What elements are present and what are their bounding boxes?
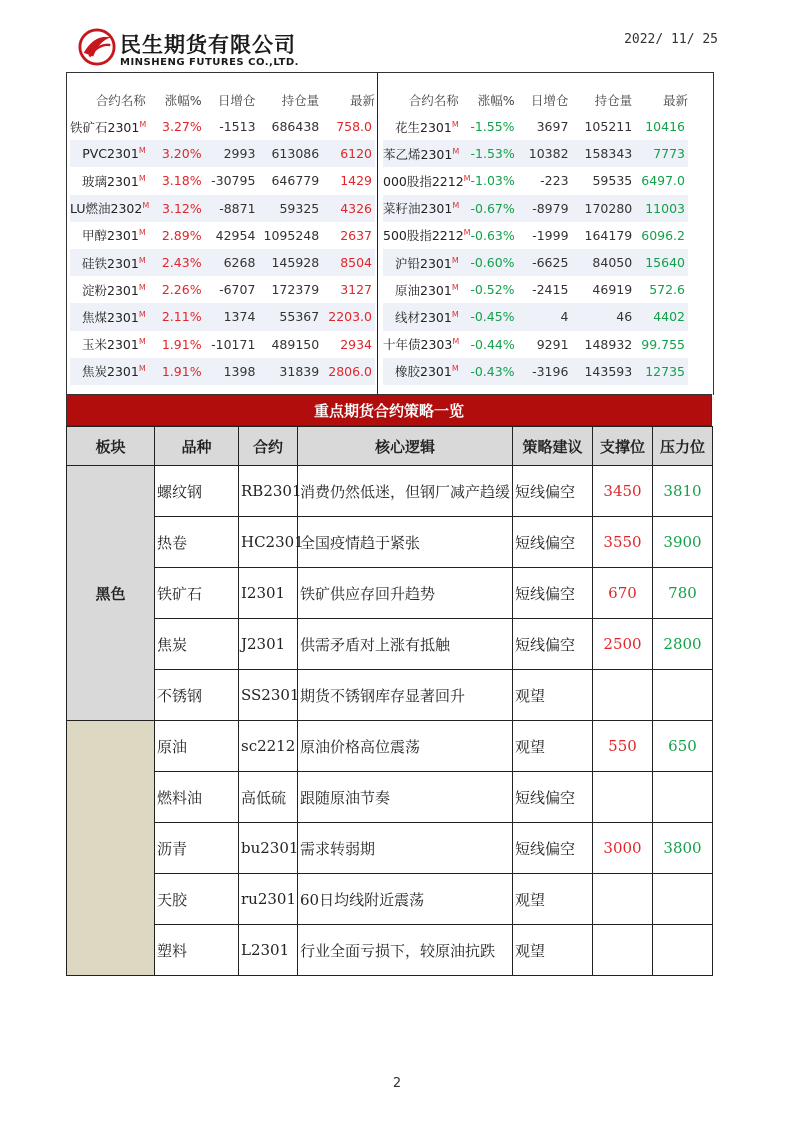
- contract-cell: RB2301: [239, 466, 298, 517]
- contract-name-text: 焦煤2301: [82, 309, 139, 325]
- daily-oi-change: 4: [560, 309, 569, 325]
- change-pct: -1.55%: [470, 119, 515, 135]
- contract-name-text: 500股指2212: [383, 228, 464, 244]
- contract-name-text: 橡胶2301: [395, 364, 452, 380]
- daily-oi-change: -2415: [532, 282, 569, 298]
- contract-name: [383, 335, 463, 353]
- product-cell: 塑料: [155, 925, 239, 976]
- contract-name-text: LU燃油2302: [70, 201, 143, 217]
- last-price-value: 6497.0: [641, 173, 685, 189]
- main-contract-tag: M: [451, 255, 459, 265]
- last-price-value: 2637: [340, 227, 372, 243]
- daily-oi-change: -8871: [219, 200, 256, 216]
- product-cell: 天胶: [155, 874, 239, 925]
- change-pct: 1.91%: [161, 363, 202, 379]
- col-last-price: 最新: [349, 93, 375, 108]
- company-name-en: MINSHENG FUTURES CO.,LTD.: [120, 57, 299, 68]
- contract-cell: HC2301: [239, 517, 298, 568]
- last-price: [319, 364, 375, 379]
- advice-cell: 观望: [513, 925, 593, 976]
- contract-name: [383, 308, 463, 326]
- advice-cell: 观望: [513, 874, 593, 925]
- contract-cell: bu2301: [239, 823, 298, 874]
- sector-cell: [67, 721, 155, 976]
- contract-name-text: 甲醇2301: [82, 228, 139, 244]
- support-cell: 670: [593, 568, 653, 619]
- strategy-row: [67, 619, 713, 670]
- last-price-value: 12735: [645, 363, 685, 379]
- daily-oi-change: -10171: [211, 336, 256, 352]
- daily-oi-change: 6268: [223, 255, 256, 271]
- daily-oi-change: -30795: [211, 173, 256, 189]
- change-pct: 2.89%: [161, 227, 202, 243]
- header-logic: 核心逻辑: [298, 427, 513, 466]
- last-price: [319, 201, 375, 216]
- contract-name-text: 原油2301: [395, 282, 452, 298]
- logic-cell: 需求转弱期: [298, 823, 513, 874]
- daily-oi-change: -1999: [532, 227, 569, 243]
- contract-name: [70, 308, 150, 326]
- resistance-cell: [653, 925, 713, 976]
- quote-row: [383, 249, 688, 276]
- change-pct: -0.67%: [470, 200, 515, 216]
- quote-header-row: [383, 87, 688, 113]
- change-pct: -0.44%: [470, 336, 515, 352]
- main-contract-tag: M: [138, 255, 146, 265]
- open-interest: 686438: [271, 119, 320, 135]
- last-price-value: 2203.0: [328, 309, 372, 325]
- open-interest: 105211: [584, 119, 633, 135]
- change-pct: 3.18%: [161, 173, 202, 189]
- open-interest: 148932: [584, 336, 633, 352]
- minsheng-logo-icon: [78, 28, 116, 66]
- change-pct: -0.63%: [470, 227, 515, 243]
- last-price-value: 4326: [340, 200, 372, 216]
- gainers-table: [70, 87, 375, 385]
- quote-row: [70, 303, 375, 330]
- resistance-cell: 3800: [653, 823, 713, 874]
- strategy-row: [67, 670, 713, 721]
- change-pct: -1.53%: [470, 146, 515, 162]
- product-cell: 焦炭: [155, 619, 239, 670]
- quote-row: [70, 331, 375, 358]
- header-resistance: 压力位: [653, 427, 713, 466]
- main-contract-tag: M: [451, 309, 459, 319]
- daily-oi-change: -1513: [219, 119, 256, 135]
- open-interest: 59325: [279, 200, 320, 216]
- contract-cell: J2301: [239, 619, 298, 670]
- change-pct: 2.11%: [161, 309, 202, 325]
- contract-name-text: 十年债2303: [383, 337, 453, 353]
- main-contract-tag: M: [138, 309, 146, 319]
- main-contract-tag: M: [138, 364, 146, 374]
- last-price-value: 4402: [653, 309, 685, 325]
- contract-name: [70, 254, 150, 272]
- col-change-pct: 涨幅%: [477, 93, 515, 108]
- daily-oi-change: -8979: [532, 200, 569, 216]
- resistance-cell: [653, 772, 713, 823]
- change-pct: -0.60%: [470, 255, 515, 271]
- resistance-cell: 780: [653, 568, 713, 619]
- contract-name-text: 玉米2301: [82, 337, 139, 353]
- change-pct: 3.20%: [161, 146, 202, 162]
- last-price: [632, 255, 688, 270]
- daily-oi-change: 10382: [528, 146, 569, 162]
- strategy-row: [67, 568, 713, 619]
- contract-name: [70, 199, 150, 217]
- sector-cell: 黑色: [67, 466, 155, 721]
- daily-oi-change: -6625: [532, 255, 569, 271]
- main-contract-tag: M: [451, 364, 459, 374]
- change-pct: -0.52%: [470, 282, 515, 298]
- logic-cell: 供需矛盾对上涨有抵触: [298, 619, 513, 670]
- contract-name: [383, 362, 463, 380]
- last-price-value: 6120: [340, 146, 372, 162]
- contract-name: [383, 254, 463, 272]
- quote-row: [70, 167, 375, 194]
- contract-name-text: 玻璃2301: [82, 173, 139, 189]
- support-cell: 3550: [593, 517, 653, 568]
- resistance-cell: [653, 670, 713, 721]
- open-interest: 613086: [271, 146, 320, 162]
- col-daily-oi-change: 日增仓: [217, 93, 256, 108]
- last-price-value: 15640: [645, 255, 685, 271]
- company-name-cn: 民生期货有限公司: [120, 33, 296, 57]
- open-interest: 84050: [592, 255, 633, 271]
- contract-name: [70, 226, 150, 244]
- col-daily-oi-change: 日增仓: [530, 93, 569, 108]
- quotes-panel: [66, 72, 714, 395]
- losers-table: [383, 87, 688, 385]
- last-price: [632, 146, 688, 161]
- change-pct: 2.26%: [161, 282, 202, 298]
- support-cell: 3450: [593, 466, 653, 517]
- daily-oi-change: -3196: [532, 363, 569, 379]
- header-advice: 策略建议: [513, 427, 593, 466]
- support-cell: [593, 925, 653, 976]
- last-price: [319, 173, 375, 188]
- panel-divider: [377, 73, 378, 395]
- quote-row: [383, 331, 688, 358]
- quote-row: [70, 140, 375, 167]
- contract-name: [70, 172, 150, 190]
- daily-oi-change: -6707: [219, 282, 256, 298]
- open-interest: 55367: [279, 309, 320, 325]
- main-contract-tag: M: [451, 119, 459, 129]
- quote-row: [383, 303, 688, 330]
- resistance-cell: 3900: [653, 517, 713, 568]
- strategy-row: [67, 466, 713, 517]
- last-price: [632, 364, 688, 379]
- last-price: [319, 337, 375, 352]
- logic-cell: 消费仍然低迷，但钢厂减产趋缓: [298, 466, 513, 517]
- quote-row: [383, 113, 688, 140]
- contract-name-text: 花生2301: [395, 119, 452, 135]
- contract-cell: SS2301: [239, 670, 298, 721]
- last-price: [632, 173, 688, 188]
- open-interest: 646779: [271, 173, 320, 189]
- quote-row: [70, 113, 375, 140]
- product-cell: 铁矿石: [155, 568, 239, 619]
- advice-cell: 短线偏空: [513, 517, 593, 568]
- logic-cell: 全国疫情趋于紧张: [298, 517, 513, 568]
- last-price-value: 1429: [340, 173, 372, 189]
- advice-cell: 观望: [513, 721, 593, 772]
- col-open-interest: 持仓量: [594, 93, 633, 108]
- page-number: 2: [392, 1076, 402, 1091]
- last-price: [319, 309, 375, 324]
- quote-header-row: [70, 87, 375, 113]
- resistance-cell: 650: [653, 721, 713, 772]
- open-interest: 46919: [592, 282, 633, 298]
- product-cell: 热卷: [155, 517, 239, 568]
- contract-cell: 高低硫: [239, 772, 298, 823]
- last-price: [319, 255, 375, 270]
- contract-name-text: 000股指2212: [383, 173, 464, 189]
- report-date: 2022/ 11/ 25: [624, 32, 718, 47]
- last-price: [632, 337, 688, 352]
- contract-name: [70, 362, 150, 380]
- contract-name-text: 沪铅2301: [395, 255, 452, 271]
- main-contract-tag: M: [139, 119, 147, 129]
- logic-cell: 跟随原油节奏: [298, 772, 513, 823]
- contract-name: [70, 335, 150, 353]
- main-contract-tag: M: [463, 173, 471, 183]
- col-contract-name: 合约名称: [95, 93, 146, 108]
- last-price: [632, 228, 688, 243]
- quote-row: [383, 222, 688, 249]
- product-cell: 沥青: [155, 823, 239, 874]
- header-contract: 合约: [239, 427, 298, 466]
- advice-cell: 短线偏空: [513, 772, 593, 823]
- last-price: [319, 119, 375, 134]
- quote-row: [383, 140, 688, 167]
- last-price: [319, 282, 375, 297]
- last-price-value: 6096.2: [641, 227, 685, 243]
- header-sector: 板块: [67, 427, 155, 466]
- contract-name: [383, 281, 463, 299]
- contract-name: [383, 118, 463, 136]
- advice-cell: 短线偏空: [513, 619, 593, 670]
- quote-row: [383, 276, 688, 303]
- daily-oi-change: 2993: [223, 146, 256, 162]
- main-contract-tag: M: [452, 201, 460, 210]
- open-interest: 143593: [584, 363, 633, 379]
- open-interest: 59535: [592, 173, 633, 189]
- support-cell: 3000: [593, 823, 653, 874]
- change-pct: 3.12%: [162, 200, 202, 216]
- resistance-cell: 2800: [653, 619, 713, 670]
- last-price: [632, 119, 688, 134]
- page-header: [78, 26, 718, 72]
- contract-name: [383, 199, 463, 217]
- col-change-pct: 涨幅%: [164, 93, 202, 108]
- last-price-value: 7773: [653, 146, 685, 162]
- daily-oi-change: 42954: [215, 227, 256, 243]
- open-interest: 164179: [584, 227, 633, 243]
- main-contract-tag: M: [452, 336, 460, 346]
- last-price-value: 572.6: [649, 282, 685, 298]
- product-cell: 螺纹钢: [155, 466, 239, 517]
- last-price-value: 3127: [340, 282, 372, 298]
- header-support: 支撑位: [593, 427, 653, 466]
- last-price-value: 10416: [645, 119, 685, 135]
- contract-name-text: 苯乙烯2301: [383, 146, 453, 162]
- contract-name: [70, 146, 150, 161]
- strategy-row: [67, 823, 713, 874]
- change-pct: 1.91%: [161, 336, 202, 352]
- contract-name-text: 菜籽油2301: [383, 201, 453, 217]
- daily-oi-change: 9291: [536, 336, 569, 352]
- main-contract-tag: M: [138, 173, 146, 183]
- quote-row: [383, 358, 688, 385]
- contract-name-text: 淀粉2301: [82, 282, 139, 298]
- contract-name-text: PVC2301: [82, 146, 139, 162]
- logic-cell: 行业全面亏损下，较原油抗跌: [298, 925, 513, 976]
- support-cell: [593, 670, 653, 721]
- main-contract-tag: M: [138, 336, 146, 346]
- support-cell: 2500: [593, 619, 653, 670]
- contract-name: [383, 172, 471, 190]
- last-price-value: 99.755: [641, 336, 685, 352]
- contract-name: [383, 226, 471, 244]
- open-interest: 31839: [279, 363, 320, 379]
- contract-name-text: 线材2301: [395, 309, 452, 325]
- contract-cell: sc2212: [239, 721, 298, 772]
- last-price-value: 11003: [645, 200, 685, 216]
- contract-cell: ru2301: [239, 874, 298, 925]
- product-cell: 原油: [155, 721, 239, 772]
- last-price: [319, 228, 375, 243]
- resistance-cell: 3810: [653, 466, 713, 517]
- advice-cell: 短线偏空: [513, 466, 593, 517]
- strategy-header-row: [67, 427, 713, 466]
- quote-row: [70, 222, 375, 249]
- last-price: [632, 309, 688, 324]
- last-price-value: 758.0: [336, 119, 372, 135]
- open-interest: 172379: [271, 282, 320, 298]
- open-interest: 46: [616, 309, 633, 325]
- quote-row: [383, 167, 688, 194]
- last-price: [632, 201, 688, 216]
- quote-row: [70, 195, 375, 222]
- strategy-row: [67, 925, 713, 976]
- change-pct: -0.43%: [470, 363, 515, 379]
- last-price-value: 2934: [340, 336, 372, 352]
- open-interest: 1095248: [263, 227, 320, 243]
- main-contract-tag: M: [138, 146, 146, 156]
- main-contract-tag: M: [138, 228, 146, 238]
- quote-row: [383, 195, 688, 222]
- daily-oi-change: 3697: [536, 119, 569, 135]
- contract-name: [383, 145, 463, 163]
- quote-row: [70, 249, 375, 276]
- open-interest: 145928: [271, 255, 320, 271]
- support-cell: [593, 772, 653, 823]
- product-cell: 不锈钢: [155, 670, 239, 721]
- main-contract-tag: M: [138, 282, 146, 292]
- daily-oi-change: 1374: [223, 309, 256, 325]
- contract-name-text: 硅铁2301: [82, 255, 139, 271]
- support-cell: 550: [593, 721, 653, 772]
- strategy-row: [67, 874, 713, 925]
- strategy-row: [67, 772, 713, 823]
- open-interest: 489150: [271, 336, 320, 352]
- col-open-interest: 持仓量: [281, 93, 320, 108]
- change-pct: -0.45%: [470, 309, 515, 325]
- contract-name: [70, 281, 150, 299]
- product-cell: 燃料油: [155, 772, 239, 823]
- last-price-value: 8504: [340, 255, 372, 271]
- header-product: 品种: [155, 427, 239, 466]
- col-last-price: 最新: [662, 93, 688, 108]
- advice-cell: 短线偏空: [513, 823, 593, 874]
- logic-cell: 60日均线附近震荡: [298, 874, 513, 925]
- logic-cell: 期货不锈钢库存显著回升: [298, 670, 513, 721]
- last-price: [632, 282, 688, 297]
- main-contract-tag: M: [463, 228, 471, 238]
- contract-name-text: 铁矿石2301: [70, 119, 140, 135]
- quote-row: [70, 276, 375, 303]
- daily-oi-change: -223: [540, 173, 569, 189]
- last-price-value: 2806.0: [328, 363, 372, 379]
- main-contract-tag: M: [452, 146, 460, 156]
- quote-row: [70, 358, 375, 385]
- col-contract-name: 合约名称: [408, 93, 459, 108]
- contract-name: [70, 118, 150, 136]
- strategy-row: [67, 721, 713, 772]
- change-pct: 2.43%: [161, 255, 202, 271]
- logic-cell: 铁矿供应存回升趋势: [298, 568, 513, 619]
- open-interest: 170280: [584, 200, 633, 216]
- strategy-row: [67, 517, 713, 568]
- logic-cell: 原油价格高位震荡: [298, 721, 513, 772]
- advice-cell: 观望: [513, 670, 593, 721]
- resistance-cell: [653, 874, 713, 925]
- open-interest: 158343: [584, 146, 633, 162]
- strategy-title: 重点期货合约策略一览: [66, 394, 712, 426]
- contract-name-text: 焦炭2301: [82, 364, 139, 380]
- contract-cell: L2301: [239, 925, 298, 976]
- advice-cell: 短线偏空: [513, 568, 593, 619]
- main-contract-tag: M: [142, 201, 150, 210]
- last-price: [319, 146, 375, 161]
- strategy-table: [66, 426, 713, 976]
- support-cell: [593, 874, 653, 925]
- change-pct: -1.03%: [470, 173, 515, 189]
- change-pct: 3.27%: [162, 119, 202, 135]
- main-contract-tag: M: [451, 282, 459, 292]
- contract-cell: I2301: [239, 568, 298, 619]
- daily-oi-change: 1398: [223, 363, 256, 379]
